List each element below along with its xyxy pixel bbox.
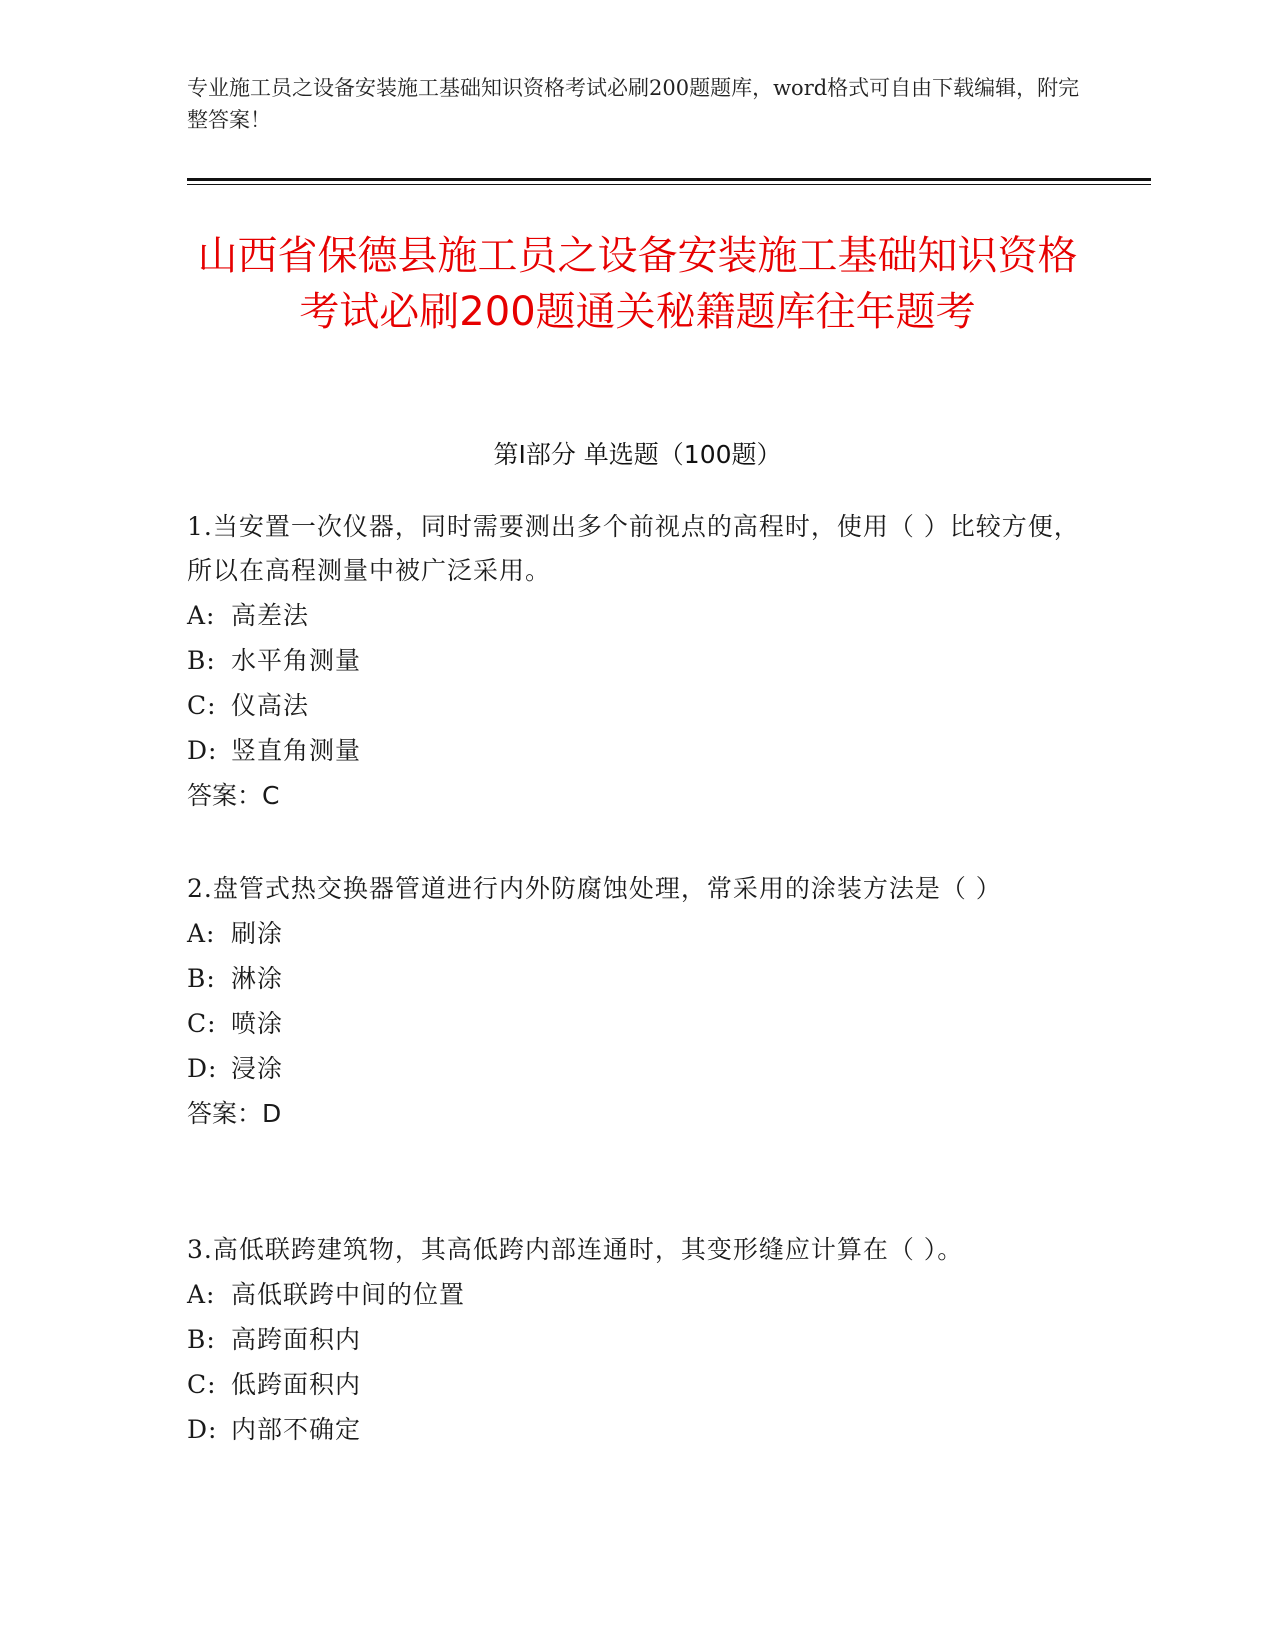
question-3 [187, 1228, 1087, 1452]
header-note: 专业施工员之设备安装施工基础知识资格考试必刷200题题库，word格式可自由下载编辑，附完整答案！ [187, 76, 1080, 132]
option-key: D: [187, 1415, 218, 1444]
option-text: 仪高法 [231, 691, 310, 720]
answer-line: 答案：D [187, 1099, 282, 1128]
option-text: 内部不确定 [231, 1415, 362, 1444]
question-text: 1.当安置一次仪器，同时需要测出多个前视点的高程时，使用（ ）比较方便，所以在高程测量中被广泛采用。 [187, 512, 1080, 585]
option-c [187, 683, 1087, 728]
option-text: 高差法 [231, 601, 310, 630]
section-title: 第Ⅰ部分 单选题（100题） [493, 440, 782, 469]
option-text: 高低联跨中间的位置 [231, 1280, 466, 1309]
option-c [187, 1362, 1087, 1407]
option-key: B: [187, 646, 216, 675]
option-text: 水平角测量 [231, 646, 362, 675]
option-key: C: [187, 1009, 217, 1038]
option-key: D: [187, 736, 218, 765]
option-key: B: [187, 964, 216, 993]
option-b [187, 1317, 1087, 1362]
option-a [187, 911, 1087, 956]
header-divider-thick [187, 178, 1151, 181]
question-text: 2.盘管式热交换器管道进行内外防腐蚀处理，常采用的涂装方法是（ ） [187, 874, 1002, 903]
option-text: 刷涂 [231, 919, 284, 948]
answer-line: 答案：C [187, 781, 280, 810]
option-key: B: [187, 1325, 216, 1354]
option-d [187, 1046, 1087, 1091]
option-b [187, 956, 1087, 1001]
option-key: A: [187, 601, 216, 630]
option-text: 浸涂 [231, 1054, 284, 1083]
option-a [187, 1272, 1087, 1317]
document-title: 山西省保德县施工员之设备安装施工基础知识资格考试必刷200题通关秘籍题库往年题考 [197, 233, 1078, 335]
option-text: 淋涂 [231, 964, 284, 993]
option-b [187, 638, 1087, 683]
header-divider-thin [187, 184, 1151, 185]
option-d [187, 1407, 1087, 1452]
question-2 [187, 867, 1087, 1137]
option-a [187, 593, 1087, 638]
option-key: C: [187, 691, 217, 720]
option-key: D: [187, 1054, 218, 1083]
option-c [187, 1001, 1087, 1046]
option-key: A: [187, 1280, 216, 1309]
option-text: 喷涂 [231, 1009, 284, 1038]
option-d [187, 728, 1087, 773]
option-text: 低跨面积内 [231, 1370, 362, 1399]
option-text: 竖直角测量 [231, 736, 362, 765]
option-text: 高跨面积内 [231, 1325, 362, 1354]
option-key: A: [187, 919, 216, 948]
question-text: 3.高低联跨建筑物，其高低跨内部连通时，其变形缝应计算在（ ）。 [187, 1235, 964, 1264]
option-key: C: [187, 1370, 217, 1399]
question-1 [187, 505, 1087, 819]
